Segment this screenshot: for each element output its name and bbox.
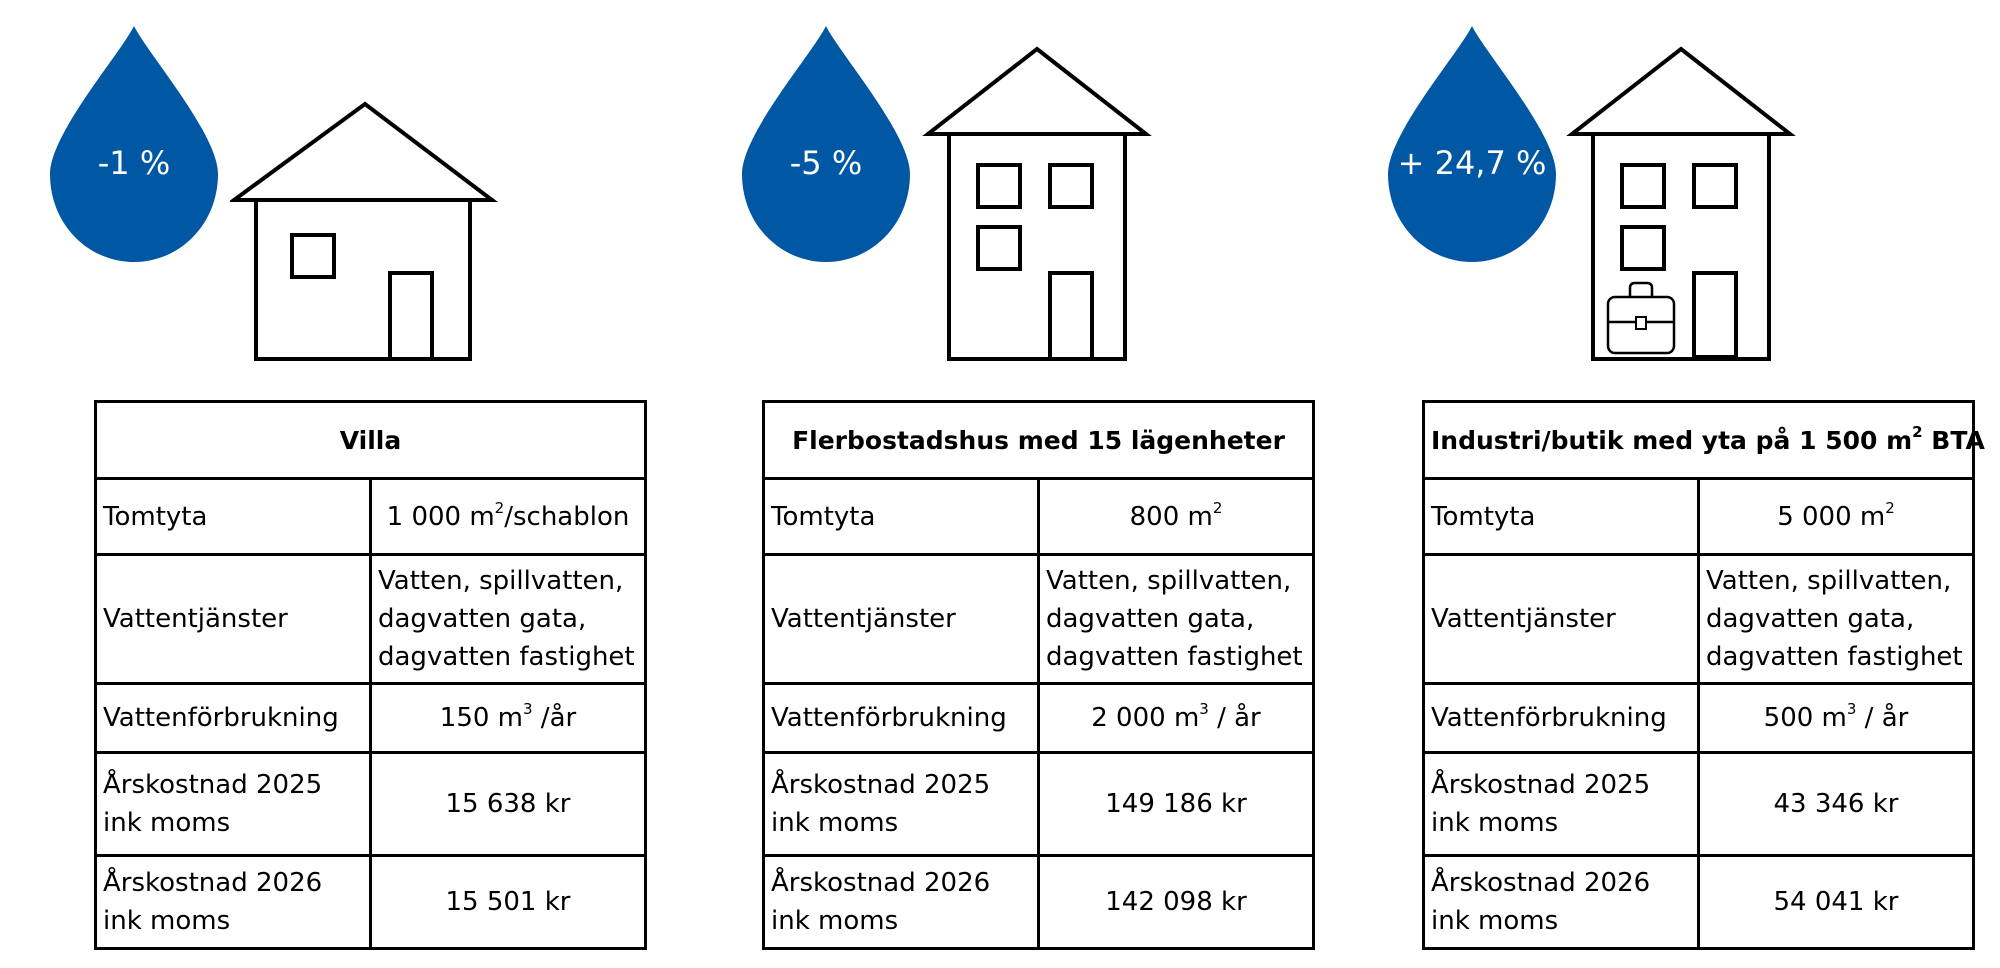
change-percent: + 24,7 %: [1397, 144, 1547, 182]
info-table: [1422, 400, 1985, 950]
row-value-forbrukning: 2 000 $m^3$ / år: [1039, 684, 1314, 753]
row-label-tomtyta: Tomtyta: [96, 479, 371, 555]
water-drop: [1386, 24, 1558, 264]
row-label-forbrukning: Vattenförbrukning: [96, 684, 371, 753]
row-value-kostnad-2026: 54 041 kr: [1699, 856, 1974, 949]
row-label-forbrukning: Vattenförbrukning: [1424, 684, 1699, 753]
row-value-tomtyta: 800 $m^2$: [1039, 479, 1314, 555]
villa-house-icon: [230, 100, 500, 365]
panel-villa: [0, 0, 660, 968]
table-title: Industri/butik med yta på 1 500 $m^2$ BTA: [1424, 402, 1974, 479]
row-label-forbrukning: Vattenförbrukning: [764, 684, 1039, 753]
industry-building-icon: [1566, 45, 1796, 365]
change-percent: -5 %: [789, 144, 863, 182]
row-value-vattentjanster: Vatten, spillvatten, dagvatten gata, dagvatten fastighet: [1699, 555, 1974, 684]
table-title: Flerbostadshus med 15 lägenheter: [764, 402, 1314, 479]
row-label-kostnad-2026: Årskostnad 2026 ink moms: [96, 856, 371, 949]
row-label-kostnad-2026: Årskostnad 2026 ink moms: [1424, 856, 1699, 949]
row-value-forbrukning: 500 $m^3$ / år: [1699, 684, 1974, 753]
table-title: Villa: [96, 402, 646, 479]
row-label-kostnad-2026: Årskostnad 2026 ink moms: [764, 856, 1039, 949]
row-label-vattentjanster: Vattentjänster: [96, 555, 371, 684]
row-value-vattentjanster: Vatten, spillvatten, dagvatten gata, dagvatten fastighet: [1039, 555, 1314, 684]
row-label-tomtyta: Tomtyta: [1424, 479, 1699, 555]
row-value-tomtyta: 1 000 $m^2$/schablon: [371, 479, 646, 555]
row-label-vattentjanster: Vattentjänster: [1424, 555, 1699, 684]
row-label-tomtyta: Tomtyta: [764, 479, 1039, 555]
panel-flerbostadshus: [660, 0, 1330, 968]
row-value-kostnad-2026: 142 098 kr: [1039, 856, 1314, 949]
info-table: [94, 400, 647, 950]
row-value-vattentjanster: Vatten, spillvatten, dagvatten gata, dagvatten fastighet: [371, 555, 646, 684]
row-value-tomtyta: 5 000 $m^2$: [1699, 479, 1974, 555]
water-drop: [740, 24, 912, 264]
row-value-kostnad-2025: 149 186 kr: [1039, 753, 1314, 856]
row-label-kostnad-2025: Årskostnad 2025 ink moms: [1424, 753, 1699, 856]
row-label-kostnad-2025: Årskostnad 2025 ink moms: [96, 753, 371, 856]
row-value-forbrukning: 150 $m^3$ /år: [371, 684, 646, 753]
row-value-kostnad-2026: 15 501 kr: [371, 856, 646, 949]
apartment-building-icon: [922, 45, 1152, 365]
row-value-kostnad-2025: 15 638 kr: [371, 753, 646, 856]
info-table: [762, 400, 1315, 950]
change-percent: -1 %: [97, 144, 171, 182]
water-drop: [48, 24, 220, 264]
row-value-kostnad-2025: 43 346 kr: [1699, 753, 1974, 856]
row-label-kostnad-2025: Årskostnad 2025 ink moms: [764, 753, 1039, 856]
row-label-vattentjanster: Vattentjänster: [764, 555, 1039, 684]
panel-industri: [1330, 0, 2000, 968]
briefcase-icon: [1608, 283, 1674, 353]
